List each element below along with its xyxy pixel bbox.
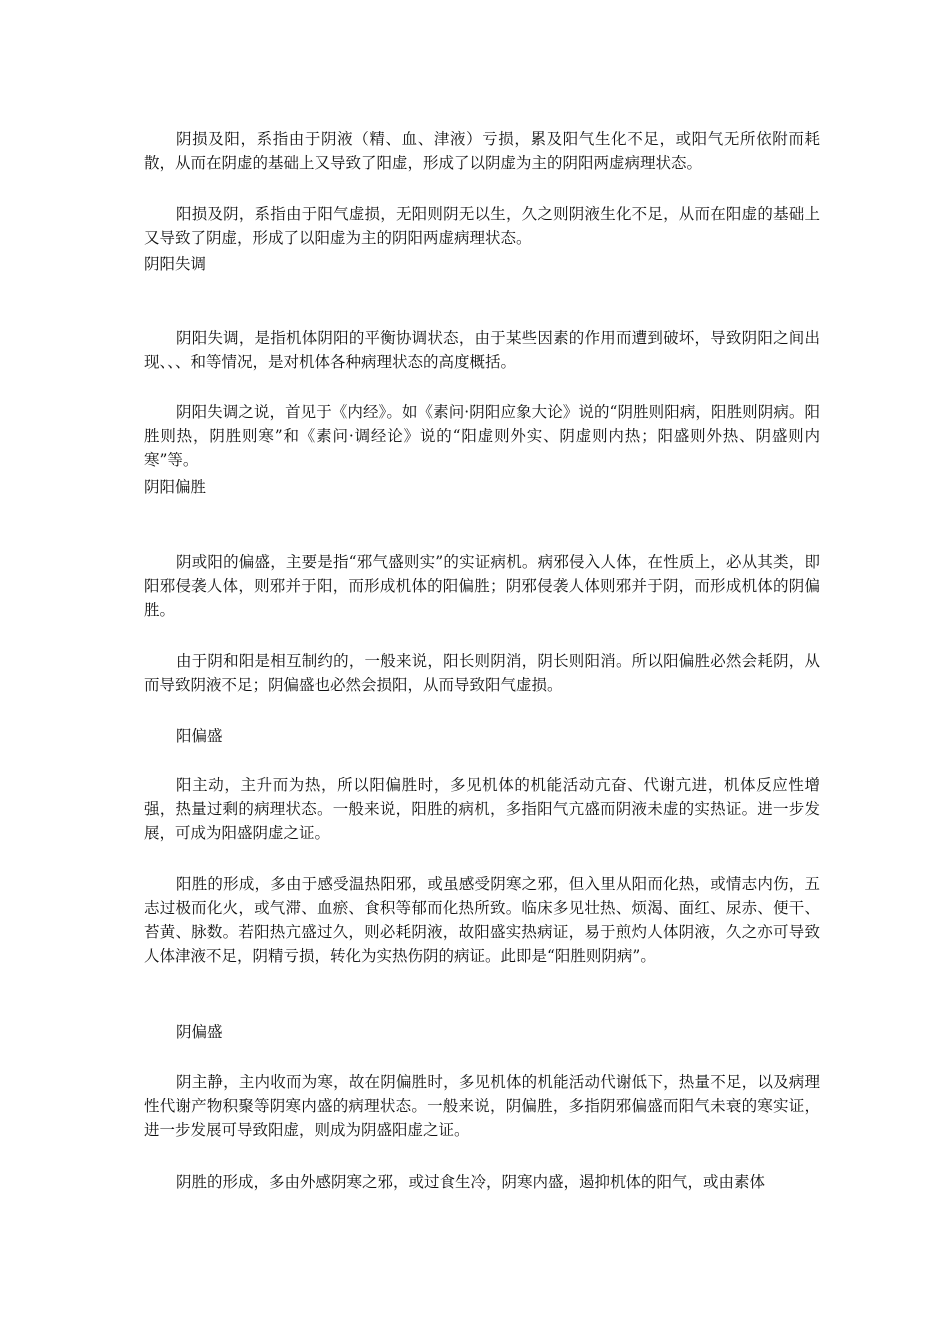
section-heading-yinyang-excess: 阴阳偏胜 (144, 478, 207, 496)
paragraph-imbalance-definition: 阴阳失调，是指机体阴阳的平衡协调状态，由于某些因素的作用而遭到破坏，导致阴阳之间出现、、、和等情况，是对机体各种病理状态的高度概括。 (144, 329, 820, 371)
subheading-yin-excess: 阴偏盛 (176, 1023, 223, 1041)
paragraph-yang-excess: 阳主动，主升而为热，所以阳偏胜时，多见机体的机能活动亢奋、代谢亢进，机体反应性增强，热量过剩的病理状态。一般来说，阳胜的病机，多指阳气亢盛而阴液未虚的实热证。进一步发展，可成为阳盛阴虚之证。 (144, 776, 820, 842)
section-heading-yinyang-imbalance: 阴阳失调 (144, 255, 207, 273)
paragraph-mutual-restraint: 由于阴和阳是相互制约的，一般来说，阳长则阴消，阴长则阳消。所以阳偏胜必然会耗阴，从而导致阴液不足；阴偏盛也必然会损阳，从而导致阳气虚损。 (144, 652, 820, 694)
paragraph-yin-damages-yang: 阴损及阳，系指由于阴液（精、血、津液）亏损，累及阳气生化不足，或阳气无所依附而耗散，从而在阴虚的基础上又导致了阳虚，形成了以阴虚为主的阴阳两虚病理状态。 (144, 130, 820, 172)
paragraph-excess-definition: 阴或阳的偏盛，主要是指“邪气盛则实”的实证病机。病邪侵入人体，在性质上，必从其类，即阳邪侵袭人体，则邪并于阳，而形成机体的阳偏胜；阴邪侵袭人体则邪并于阴，而形成机体的阴偏胜。 (144, 553, 820, 619)
paragraph-yang-excess-formation: 阳胜的形成，多由于感受温热阳邪，或虽感受阴寒之邪，但入里从阳而化热，或情志内伤，五志过极而化火，或气滞、血瘀、食积等郁而化热所致。临床多见壮热、烦渴、面红、尿赤、便干、苔黄、脉数。若阳热亢盛过久，则必耗阴液，故阳盛实热病证，易于煎灼人体阴液，久之亦可导致人体津液不足，阴精亏损，转化为实热伤阴的病证。此即是“阳胜则阴病”。 (144, 875, 820, 965)
subheading-yang-excess: 阳偏盛 (176, 727, 223, 745)
paragraph-imbalance-origin: 阴阳失调之说，首见于《内经》。如《素问·阴阳应象大论》说的“阴胜则阳病，阳胜则阴病。阳胜则热，阴胜则寒”和《素问·调经论》说的“阳虚则外实、阴虚则内热；阳盛则外热、阴盛则内寒”等。 (144, 403, 820, 469)
paragraph-yang-damages-yin: 阳损及阴，系指由于阳气虚损，无阳则阴无以生，久之则阴液生化不足，从而在阳虚的基础上又导致了阴虚，形成了以阳虚为主的阴阳两虚病理状态。 (144, 205, 820, 247)
paragraph-yin-excess: 阴主静，主内收而为寒，故在阴偏胜时，多见机体的机能活动代谢低下，热量不足，以及病理性代谢产物积聚等阴寒内盛的病理状态。一般来说，阴偏胜，多指阴邪偏盛而阳气未衰的寒实证，进一步发展可导致阳虚，则成为阴盛阳虚之证。 (144, 1073, 820, 1139)
paragraph-yin-excess-formation: 阴胜的形成，多由外感阴寒之邪，或过食生冷，阴寒内盛，遏抑机体的阳气，或由素体 (176, 1173, 766, 1191)
